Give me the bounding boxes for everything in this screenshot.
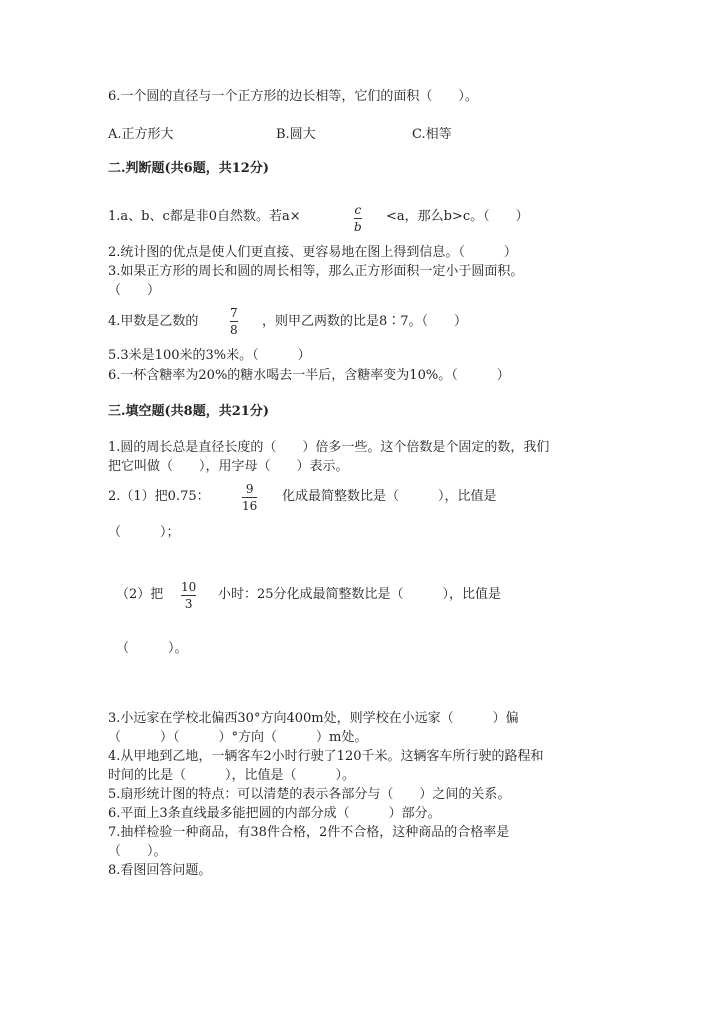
fill-q6: 6.平面上3条直线最多能把圆的内部分成（ ）部分。: [108, 806, 441, 821]
fill-q5: 5.扇形统计图的特点：可以清楚的表示各部分与（ ）之间的关系。: [108, 787, 511, 802]
option-b: B.圆大: [276, 127, 316, 142]
fill-q2-sub2-part2: 小时：25分化成最简整数比是（ ），比值是: [218, 587, 502, 602]
fill-q4-line2: 时间的比是（ ），比值是（ ）。: [108, 768, 356, 783]
fill-q4-line1: 4.从甲地到乙地，一辆客车2小时行驶了120千米。这辆客车所行驶的路程和: [108, 749, 544, 764]
judge-q2: 2.统计图的优点是使人们更直接、更容易地在图上得到信息。（ ）: [108, 245, 517, 260]
judge-q1-part2: <a，那么b>c。（ ）: [386, 209, 529, 224]
judge-q6: 6.一杯含糖率为20%的糖水喝去一半后，含糖率变为10%。（ ）: [108, 368, 510, 383]
fill-q1-line1: 1.圆的周长总是直径长度的（ ）倍多一些。这个倍数是个固定的数，我们: [108, 440, 550, 455]
fraction-bar: [230, 321, 238, 322]
fill-q2-sub2-part3: （ ）。: [116, 641, 188, 656]
fill-q3-line2: （ ）（ ）°方向（ ）m处。: [108, 730, 368, 745]
fraction-denominator: 8: [230, 323, 238, 337]
judge-q5: 5.3米是100米的3%米。（ ）: [108, 348, 311, 363]
judge-q4-part2: ，则甲乙两数的比是8∶7。（ ）: [262, 314, 468, 329]
fraction-9-over-16: [242, 482, 257, 513]
fraction-denominator: 16: [242, 499, 258, 513]
fraction-bar: [181, 595, 196, 596]
fraction-bar: [242, 497, 257, 498]
fill-q2-part2: 化成最简整数比是（ ），比值是: [282, 489, 497, 504]
fraction-numerator: 7: [230, 306, 238, 320]
fill-q7-line2: （ ）。: [108, 844, 167, 859]
fill-q2-part3: （ ）；: [108, 525, 180, 540]
fill-q2-sub2-part1: （2）把: [116, 587, 164, 602]
fraction-10-over-3: [181, 580, 196, 611]
fraction-denominator: b: [354, 220, 362, 234]
option-a: A.正方形大: [108, 127, 174, 142]
fraction-denominator: 3: [184, 597, 193, 611]
fraction-numerator: 10: [181, 580, 197, 594]
fill-q8: 8.看图回答问题。: [108, 863, 212, 878]
section3-heading: 三.填空题(共8题，共21分): [108, 404, 269, 419]
choice-q6-stem: 6.一个圆的直径与一个正方形的边长相等，它们的面积（ ）。: [108, 89, 478, 104]
fill-q3-line1: 3.小远家在学校北偏西30°方向400m处，则学校在小远家（ ）偏: [108, 711, 519, 726]
section2-heading: 二.判断题(共6题，共12分): [108, 161, 269, 176]
fraction-numerator: 9: [245, 482, 254, 496]
fraction-numerator: c: [354, 203, 362, 217]
judge-q3-line1: 3.如果正方形的周长和圆的周长相等，那么正方形面积一定小于圆面积。: [108, 264, 524, 279]
judge-q1-part1: 1.a、b、c都是非0自然数。若a×: [108, 209, 301, 224]
fraction-7-over-8: [230, 306, 238, 337]
judge-q3-line2: （ ）: [108, 283, 161, 298]
option-c: C.相等: [412, 127, 452, 142]
judge-q4-part1: 4.甲数是乙数的: [108, 314, 199, 329]
fraction-c-over-b: [354, 203, 362, 234]
fill-q7-line1: 7.抽样检验一种商品，有38件合格，2件不合格，这种商品的合格率是: [108, 825, 510, 840]
fill-q1-line2: 把它叫做（ ），用字母（ ）表示。: [108, 459, 349, 474]
fill-q2-part1: 2.（1）把0.75：: [108, 489, 210, 504]
fraction-bar: [354, 218, 362, 219]
